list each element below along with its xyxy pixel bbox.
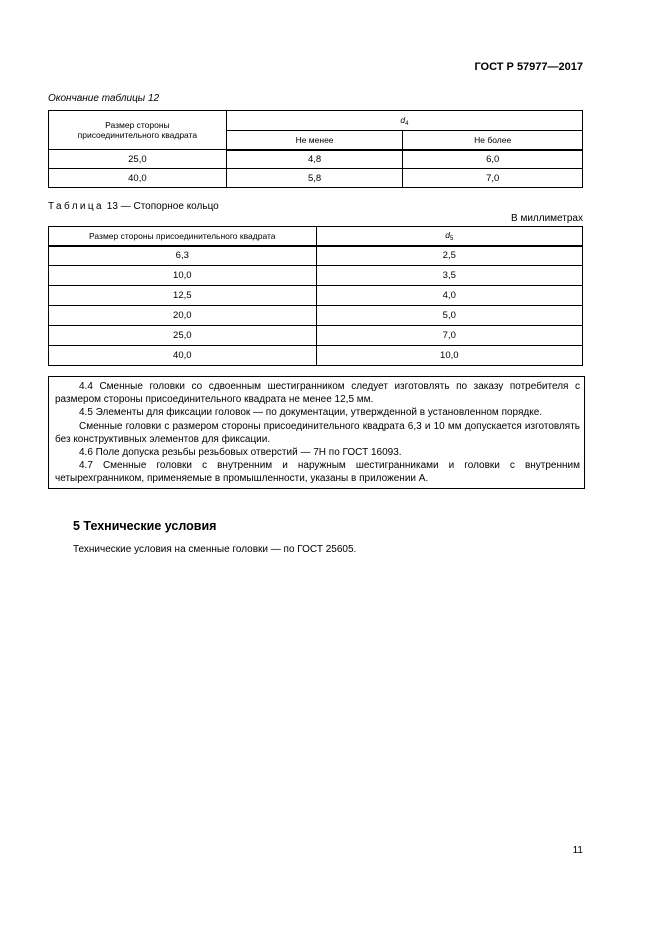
table12-size-header <box>49 111 227 150</box>
table-row <box>49 246 583 266</box>
table-row <box>49 169 583 188</box>
table12-max-cell: 7,0 <box>403 169 583 188</box>
table13-size-cell: 25,0 <box>49 326 317 346</box>
table-row <box>49 266 583 286</box>
table13-caption-title: 13 — Стопорное кольцо <box>106 201 219 212</box>
table13-size-cell: 12,5 <box>49 286 317 306</box>
table-row <box>49 286 583 306</box>
paragraph-4-5-note: Сменные головки с размером стороны присоединительного квадрата 6,3 и 10 мм допускается изготовлять без конструктивных элементов для фиксации. <box>55 420 580 445</box>
table12-min-header: Не менее <box>226 131 403 150</box>
table13-caption-word: Таблица <box>48 201 105 212</box>
table13-size-cell: 10,0 <box>49 266 317 286</box>
table-row <box>49 150 583 169</box>
table13-units: В миллиметрах <box>511 213 583 224</box>
d5-subscript: 5 <box>449 235 454 242</box>
table13-size-cell: 20,0 <box>49 306 317 326</box>
table12-d4-header <box>226 111 582 131</box>
table-row <box>49 346 583 366</box>
standard-designation: ГОСТ Р 57977—2017 <box>474 61 583 73</box>
table12-size-header-line2: присоединительного квадрата <box>77 130 198 140</box>
d4-subscript: 4 <box>405 120 409 127</box>
table12-size-cell: 40,0 <box>49 169 227 188</box>
d5-symbol: d <box>445 229 450 240</box>
table13-d5-cell: 5,0 <box>316 306 582 326</box>
table12-caption: Окончание таблицы 12 <box>48 93 160 104</box>
paragraph-4-6: 4.6 Поле допуска резьбы резьбовых отверстий — 7H по ГОСТ 16093. <box>79 447 402 459</box>
table13-size-header: Размер стороны присоединительного квадрата <box>49 227 317 246</box>
paragraph-4-5: 4.5 Элементы для фиксации головок — по документации, утвержденной в установленном порядке. <box>79 407 543 419</box>
paragraph-4-4: 4.4 Сменные головки со сдвоенным шестигранником следует изготовлять по заказу потребителя с размером стороны присоединительного квадрата не менее 12,5 мм. <box>55 381 580 406</box>
table-row <box>49 326 583 346</box>
table-13 <box>48 226 583 366</box>
table12-min-cell: 4,8 <box>226 150 403 169</box>
table12-max-header: Не более <box>403 131 583 150</box>
table13-d5-cell: 4,0 <box>316 286 582 306</box>
section-5-text: Технические условия на сменные головки — по ГОСТ 25605. <box>73 544 357 555</box>
table-row <box>49 306 583 326</box>
table12-size-cell: 25,0 <box>49 150 227 169</box>
page-number: 11 <box>572 845 583 856</box>
table13-d5-cell: 3,5 <box>316 266 582 286</box>
table12-size-header-line1: Размер стороны <box>105 120 170 130</box>
table13-d5-cell: 2,5 <box>316 246 582 266</box>
table12-min-cell: 5,8 <box>226 169 403 188</box>
table13-d5-cell: 10,0 <box>316 346 582 366</box>
section-5-title: 5 Технические условия <box>73 519 217 533</box>
table13-caption <box>48 201 219 212</box>
table12-max-cell: 6,0 <box>403 150 583 169</box>
paragraph-4-7: 4.7 Сменные головки с внутренним и наружным шестигранниками и головки с внутренним четырехгранником, применяемые в промышленности, указаны в приложении А. <box>55 460 580 485</box>
table13-d5-header <box>316 227 582 246</box>
amendment-box <box>48 376 585 489</box>
table13-size-cell: 40,0 <box>49 346 317 366</box>
table13-size-cell: 6,3 <box>49 246 317 266</box>
table-12 <box>48 110 583 188</box>
table13-d5-cell: 7,0 <box>316 326 582 346</box>
d4-symbol: d <box>400 114 406 125</box>
